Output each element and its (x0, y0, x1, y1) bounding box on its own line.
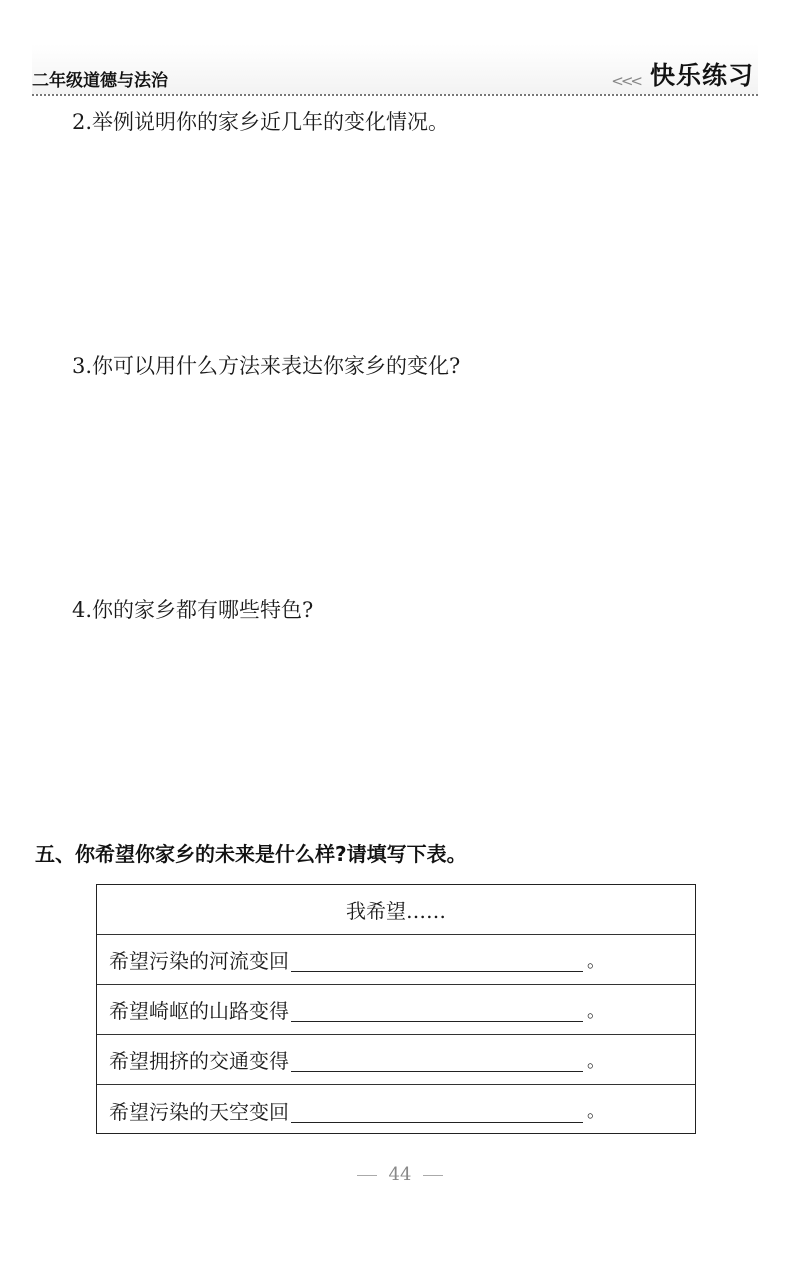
section-5-title: 五、你希望你家乡的未来是什么样?请填写下表。 (35, 842, 467, 866)
row-period: 。 (587, 950, 605, 972)
row-label: 希望污染的天空变回 (109, 1099, 289, 1124)
page-title: 快乐练习 (649, 61, 754, 90)
table-row (97, 1035, 695, 1085)
table-row (97, 935, 695, 985)
dash-left (357, 1175, 377, 1176)
row-period: 。 (587, 1000, 605, 1022)
row-label: 希望崎岖的山路变得 (109, 999, 289, 1023)
header-title-group (611, 56, 754, 92)
table-row (97, 985, 695, 1035)
subject-label: 二年级道德与法治 (32, 71, 168, 91)
chevron-left-icon: <<< (611, 72, 640, 90)
row-label: 希望污染的河流变回 (109, 949, 289, 973)
row-label: 希望拥挤的交通变得 (109, 1049, 289, 1073)
question-3: 3.你可以用什么方法来表达你家乡的变化? (72, 354, 461, 378)
question-4: 4.你的家乡都有哪些特色? (72, 598, 314, 622)
answer-blank[interactable] (291, 1047, 583, 1072)
row-period: 。 (587, 1050, 605, 1072)
answer-blank[interactable] (291, 997, 583, 1022)
row-period: 。 (587, 1101, 605, 1122)
wish-table (96, 884, 696, 1134)
answer-blank[interactable] (291, 1098, 583, 1123)
answer-blank[interactable] (291, 947, 583, 972)
table-header (97, 885, 695, 935)
dash-right (423, 1175, 443, 1176)
dotted-divider (32, 94, 758, 96)
page-number: 44 (388, 1164, 412, 1185)
page-footer (0, 1164, 800, 1185)
table-header-label: 我希望…… (346, 899, 446, 923)
table-row (97, 1085, 695, 1135)
question-2: 2.举例说明你的家乡近几年的变化情况。 (72, 110, 450, 134)
